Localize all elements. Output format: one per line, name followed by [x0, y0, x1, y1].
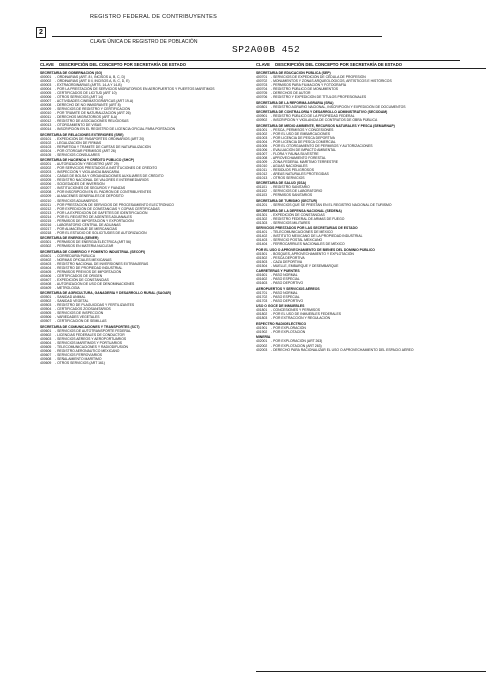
concept-description: - POR LICENCIA DE PESCA COMERCIAL — [271, 139, 336, 144]
concept-description: - POR EXPLOTACIÓN — [271, 329, 306, 334]
concept-row — [256, 221, 486, 225]
concept-row — [256, 95, 486, 99]
concept-description: - EXTRAORDINARIAS (ARTS. 14-A Y 14-B) — [55, 83, 122, 88]
concept-code: 400504 — [40, 307, 52, 312]
concept-row — [40, 127, 270, 131]
section-title: SECRETARÍA DE LA DEFENSA NACIONAL (SEDENA) — [256, 208, 342, 213]
concept-row — [256, 316, 486, 320]
concept-description: - SANIDAD VEGETAL — [55, 299, 89, 304]
concept-code: 400507 — [40, 319, 52, 324]
rfc-field-line — [52, 36, 382, 37]
concept-code: 400217 — [40, 226, 52, 231]
concept-code: 400003 — [40, 83, 52, 88]
concept-code: 400401 — [40, 253, 52, 258]
concept-description: - SERVICIOS AÉREOS Y AEROPORTUARIOS — [55, 337, 127, 342]
concept-description: - PERMISOS DE IMPORTACIÓN Y EXPORTACIÓN — [55, 218, 134, 223]
concept-code: 400302 — [40, 244, 52, 249]
concept-code: 401005 — [256, 143, 268, 148]
concept-code: 400010 — [40, 111, 52, 116]
concept-code: 400601 — [40, 328, 52, 333]
section-title: SECRETARÍA DE COMERCIO Y FOMENTO INDUSTRIAL (SECOFI) — [40, 249, 146, 254]
concept-code: 400102 — [40, 140, 52, 145]
concept-row — [256, 281, 486, 285]
concept-description: - REGISTRO DE PLAGUICIDAS Y FERTILIZANTES — [55, 303, 135, 308]
concept-code: 400212 — [40, 206, 52, 211]
concept-description: - REGISTRO DE PROPIEDAD INDUSTRIAL — [55, 265, 123, 270]
concept-description: - EXPEDICIÓN DE PASAPORTES ORDINARIOS (ART 20) — [55, 136, 145, 141]
concept-code: 401002 — [256, 131, 268, 136]
concept-description: - CORREDURÍA PÚBLICA — [55, 253, 96, 258]
handwritten-code: SP2A00B 452 — [232, 44, 301, 55]
concept-description: - VARIEDADES VEGETALES — [55, 315, 100, 320]
concept-description: - POR EXPEDICIÓN DE CONSTANCIAS Y COPIAS CERTIFICADAS — [55, 206, 160, 211]
concept-description: - SERVICIOS FERROVIARIOS — [55, 353, 103, 358]
section-number-box: 2 — [36, 27, 46, 38]
section-title: SECRETARÍA DE MEDIO AMBIENTE, RECURSOS NATURALES Y PESCA (SEMARNAP) — [256, 123, 395, 128]
concept-description: - CERTIFICADOS DE LICITUD (ART 10) — [55, 91, 117, 96]
concept-code: 400704 — [256, 87, 268, 92]
concept-description: - AUTORIZACIÓN Y REGISTRO (ART 29) — [55, 162, 119, 167]
concept-code: 400902 — [256, 118, 268, 123]
concept-code: 400608 — [40, 357, 52, 362]
concept-row — [40, 244, 270, 248]
concept-code: 400203 — [40, 170, 52, 175]
concept-description: - CERTIFICADOS ZOOSANITARIOS — [55, 307, 111, 312]
concept-description: - SANIDAD ANIMAL — [55, 295, 86, 300]
concept-code: 400705 — [256, 91, 268, 96]
concept-description: - NORMAS OFICIALES MEXICANAS — [55, 257, 112, 262]
section-title: SECRETARÍA DE AGRICULTURA, GANADERÍA Y DESARROLLO RURAL (SAGAR) — [40, 291, 171, 296]
concept-row — [256, 176, 486, 180]
concept-code: 401303 — [256, 220, 268, 225]
concept-code: 401201 — [256, 203, 268, 207]
concept-description: - ACTIVIDADES CINEMATOGRÁFICAS (ART 19-A) — [55, 99, 134, 104]
concept-code: 400101 — [40, 136, 52, 141]
concept-description: - MUELLE, EMBARQUE Y DESEMBARQUE — [271, 263, 339, 268]
concept-description: - SERVICIOS MILITARES — [271, 220, 311, 225]
concept-code: 401503 — [256, 259, 268, 264]
concept-description: - INSCRIPCIÓN Y VIGILANCIA DE CONTRATOS DE OBRA PÚBLICA — [271, 118, 378, 123]
concept-description: - SERVICIOS MARÍTIMOS Y PORTUARIOS — [55, 341, 123, 346]
concept-code: 401803 — [256, 316, 268, 321]
concept-code: 400405 — [40, 269, 52, 274]
concept-description: - SERVICIOS DE LABORATORIO — [271, 189, 323, 194]
concept-code: 401701 — [256, 290, 268, 295]
concept-description: - REGISTRO AGRARIO NACIONAL, INSCRIPCIÓN Y EXPEDICIÓN DE DOCUMENTOS — [271, 104, 406, 109]
concept-code: 400701 — [256, 75, 268, 80]
concept-description: - PERMISOS DE ENERGÍA ELÉCTRICA (ART 56) — [55, 240, 131, 245]
concept-description: - DERECHOS MIGRATORIOS (ART 8-A) — [55, 115, 118, 120]
section-title: ESPECTRO RADIOELÉCTRICO — [256, 321, 307, 326]
concept-code: 401902 — [256, 329, 268, 334]
concept-row — [256, 193, 486, 197]
concept-description: - POR EL USO DE EMBARCACIONES — [271, 131, 331, 136]
concept-code: 401403 — [256, 238, 268, 243]
concept-description: - OTROS SERVICIOS — [271, 175, 305, 180]
concept-description: - POR EL USO DE INMUEBLES FEDERALES — [271, 312, 341, 317]
left-column-header — [40, 63, 270, 69]
concept-description: - LEGALIZACIÓN DE FIRMAS — [55, 140, 102, 145]
concept-code: 400609 — [40, 361, 52, 366]
concept-description: - PESCA DEPORTIVA — [271, 255, 305, 260]
concept-code: 402001 — [256, 339, 268, 344]
concept-description: - AUTORIZACIÓN DE USO DE DENOMINACIONES — [55, 281, 135, 286]
concept-row — [256, 118, 486, 122]
concept-description: - REGISTRO NACIONAL DE VALORES E INTERMEDIARIOS — [55, 178, 149, 183]
concept-description: - PESCA, PERMISOS Y CONCESIONES — [271, 127, 334, 132]
concept-description: - ALMACENES GENERALES DE DEPÓSITO — [55, 194, 124, 199]
concept-code: 401602 — [256, 277, 268, 282]
concept-code: 401011 — [256, 167, 268, 172]
concept-code: 401102 — [256, 189, 268, 194]
left-column — [40, 63, 270, 365]
concept-code: 400607 — [40, 353, 52, 358]
concept-description: - AGUAS NACIONALES — [271, 163, 308, 168]
concept-description: - EXPEDICIÓN DE CONSTANCIAS — [271, 212, 325, 217]
concept-code: 400706 — [256, 95, 268, 100]
concept-code: 401001 — [256, 127, 268, 132]
concept-row — [256, 348, 486, 352]
concept-description: - POR OTORGAR PERMISOS (ART 26) — [55, 148, 116, 153]
concept-code: 401801 — [256, 308, 268, 313]
concept-description: - CASAS DE BOLSA Y ORGANIZACIONES AUXILIARES DE CRÉDITO — [55, 174, 164, 179]
curp-label: CLAVE ÚNICA DE REGISTRO DE POBLACIÓN — [90, 39, 198, 45]
right-column — [256, 63, 486, 352]
concept-description: - RESIDUOS PELIGROSOS — [271, 167, 314, 172]
concept-code: 401802 — [256, 312, 268, 317]
concept-code: 400007 — [40, 99, 52, 104]
concept-code: 400104 — [40, 148, 52, 153]
concept-code: 401603 — [256, 281, 268, 286]
concept-description: - SEÑALAMIENTO MARÍTIMO — [55, 357, 102, 362]
concept-description: - PERMISOS EN MATERIA NUCLEAR — [55, 244, 114, 249]
concept-code: 400208 — [40, 190, 52, 195]
concept-description: - LICENCIAS FEDERALES DE CONDUCTOR — [55, 333, 125, 337]
concept-code: 400202 — [40, 166, 52, 171]
concept-code: 401901 — [256, 325, 268, 330]
concept-description: - POR EXPLORACIÓN — [271, 325, 306, 330]
section-title: POR EL USO O APROVECHAMIENTO DE BIENES DEL DOMINIO PÚBLICO — [256, 247, 375, 252]
section-title: MINERÍA — [256, 335, 271, 340]
concept-code: 400501 — [40, 295, 52, 300]
right-column-header — [256, 63, 486, 69]
concept-code: 400218 — [40, 230, 52, 235]
concept-description: - APROVECHAMIENTO FORESTAL — [271, 155, 326, 160]
concept-description: - REGISTRO PÚBLICO DE LA PROPIEDAD FEDERAL — [271, 114, 355, 119]
section-title: SECRETARÍA DE TURISMO (SECTUR) — [256, 198, 318, 203]
concept-description: - INSPECCIÓN Y VIGILANCIA BANCARIA — [55, 170, 120, 175]
concept-description: - FLORA Y FAUNA SILVESTRE — [271, 151, 319, 156]
concept-code: 400103 — [40, 144, 52, 149]
concept-description: - ORDINARIAS (ART 8 II, INCISOS A, B, C, D, E) — [55, 79, 130, 84]
concept-code: 400801 — [256, 104, 268, 109]
concept-description: - PERMISOS PREVIOS DE IMPORTACIÓN — [55, 269, 122, 274]
concept-code: 400011 — [40, 115, 52, 120]
section-title: USO O GOCE DE INMUEBLES — [256, 304, 305, 309]
concept-description: - ÁREAS NATURALES PROTEGIDAS — [271, 171, 329, 176]
concept-description: - SERVICIOS QUE SE PRESTAN EN EL REGISTRO NACIONAL DE TURISMO — [271, 203, 392, 207]
concept-description: - OTROS SERVICIOS (ART 161) — [55, 361, 105, 366]
concept-description: - INSTITUTO MEXICANO DE LA PROPIEDAD INDUSTRIAL — [271, 234, 363, 239]
concept-code: 400404 — [40, 265, 52, 270]
section-title: CARRETERAS Y PUENTES — [256, 269, 300, 274]
concept-code: 400005 — [40, 91, 52, 96]
concept-description: - POR SERVICIOS PRESTADOS A INSTITUCIONES DE CRÉDITO — [55, 166, 158, 171]
concept-code: 400009 — [40, 107, 52, 112]
concept-row — [256, 105, 486, 109]
concept-description: - SERVICIOS CONSULARES — [55, 152, 100, 157]
concept-code: 401004 — [256, 139, 268, 144]
concept-description: - EXPEDICIÓN DE CONSTANCIAS — [55, 277, 109, 282]
concept-row — [256, 264, 486, 268]
concept-description: - ZONA FEDERAL MARÍTIMO TERRESTRE — [271, 159, 339, 164]
concept-code: 400604 — [40, 341, 52, 346]
concept-description: - PASO NORMAL — [271, 273, 298, 278]
concept-description: - SOCIEDADES DE INVERSIÓN — [55, 182, 105, 187]
concept-description: - POR EXPLORACIÓN (ART 263) — [271, 339, 323, 344]
concept-code: 400216 — [40, 222, 52, 227]
concept-code: 400210 — [40, 198, 52, 203]
concept-code: 401013 — [256, 175, 268, 180]
concept-code: 402002 — [256, 343, 268, 348]
concept-description: - POR EL OTORGAMIENTO DE PERMISOS Y AUTORIZACIONES — [271, 143, 373, 148]
concept-description: - SERVICIOS DE INSPECCIÓN — [55, 311, 104, 316]
concept-description: - MONUMENTOS Y ZONAS ARQUEOLÓGICOS, ARTÍSTICOS E HISTÓRICOS — [271, 79, 392, 84]
concept-code: 401010 — [256, 163, 268, 168]
concept-description: - SERVICIOS DE EXPEDICIÓN DE CÉDULA DE PROFESIÓN — [271, 75, 366, 80]
concept-code: 400402 — [40, 257, 52, 262]
concept-code: 400006 — [40, 95, 52, 100]
section-title: AEROPUERTOS Y SERVICIOS AÉREOS — [256, 286, 320, 291]
concept-description: - EVALUACIÓN DE IMPACTO AMBIENTAL — [271, 147, 337, 152]
concept-code: 401103 — [256, 193, 268, 198]
concept-code: 401006 — [256, 147, 268, 152]
concept-description: - POR LA PRESTACIÓN DE SERVICIOS MIGRATORIOS EN AEROPUERTOS Y PUERTOS MARÍTIMOS — [55, 87, 215, 92]
concept-code: 400014 — [40, 127, 52, 132]
concept-row — [256, 242, 486, 246]
concept-description: - INSCRIPCIÓN EN EL REGISTRO DE LICENCIA OFICIAL PARA PORTACIÓN — [55, 127, 176, 132]
concept-code: 401301 — [256, 212, 268, 217]
concept-description: - PASO NORMAL — [271, 290, 298, 295]
concept-row — [40, 361, 270, 365]
concept-description: - PASO ESPECIAL — [271, 294, 300, 299]
concept-description: - REGISTRO FEDERAL DE ARMAS DE FUEGO — [271, 216, 345, 221]
concept-description: - CAZA DEPORTIVA — [271, 259, 303, 264]
concept-code: 400506 — [40, 315, 52, 320]
concept-description: - PASO DEPORTIVO — [271, 281, 304, 286]
concept-description: - REPARTIDA Y TRÁMITE DE CARTAS DE NATURALIZACIÓN — [55, 144, 151, 149]
concept-row — [256, 203, 486, 207]
concept-code: 400201 — [40, 162, 52, 167]
concept-code: 400215 — [40, 218, 52, 223]
concept-description: - SERVICIOS DE AUTOTRANSPORTE FEDERAL — [55, 328, 131, 333]
concept-description: - POR LA EXPEDICIÓN DE GAFETES DE IDENTIFICACIÓN — [55, 210, 148, 215]
concept-description: - DERECHO DE NO INMIGRANTE (ART 8) — [55, 103, 121, 108]
concept-description: - POR ALMACENAJE DE MERCANCÍAS — [55, 226, 117, 231]
concept-description: - SERVICIOS ADUANEROS — [55, 198, 98, 203]
concept-code: 400702 — [256, 79, 268, 84]
concept-code: 401007 — [256, 151, 268, 156]
concept-code: 401401 — [256, 230, 268, 235]
concept-code: 400211 — [40, 202, 52, 207]
section-title: SECRETARÍA DE SALUD (SSA) — [256, 181, 307, 186]
concept-code: 400301 — [40, 240, 52, 245]
concept-description: - INSTITUCIONES DE SEGUROS Y FIANZAS — [55, 186, 126, 191]
concept-description: - SERVICIOS DE REGISTRO Y CERTIFICACIÓN — [55, 107, 131, 112]
concept-code: 401402 — [256, 234, 268, 239]
concept-description: - DERECHOS DE AUTOR — [271, 91, 311, 96]
concept-code: 401702 — [256, 294, 268, 299]
section-title: SECRETARÍA DE CONTRALORÍA Y DESARROLLO ADMINISTRATIVO (SECODAM) — [256, 110, 388, 115]
concept-description: - POR EXPLOTACIÓN (ART 263) — [271, 343, 322, 348]
concept-code: 400002 — [40, 79, 52, 84]
section-title: SECRETARÍA DE HACIENDA Y CRÉDITO PÚBLICO (SHCP) — [40, 158, 135, 163]
concept-description: - REGISTRO SANITARIO — [271, 185, 310, 190]
concept-code: 400606 — [40, 349, 52, 354]
concept-code: 400406 — [40, 273, 52, 278]
concept-code: 400213 — [40, 210, 52, 215]
concept-code: 400403 — [40, 261, 52, 266]
clave-header: CLAVE — [256, 62, 270, 67]
concept-code: 400502 — [40, 299, 52, 304]
concept-code: 401502 — [256, 255, 268, 260]
section-title: SECRETARÍA DE RELACIONES EXTERIORES (SRE) — [40, 132, 124, 137]
concept-description: - METROLOGÍA — [55, 285, 80, 290]
concept-code: 400206 — [40, 182, 52, 187]
concept-description: - REGISTRO NACIONAL DE INVERSIONES EXTRANJERAS — [55, 261, 149, 266]
concept-row — [40, 286, 270, 290]
section-title: SECRETARÍA DE GOBERNACIÓN (SG) — [40, 71, 103, 76]
concept-description: - POR EXTRACCIÓN Y REGULACIÓN — [271, 316, 331, 321]
concept-description: - FERROCARRILES NACIONALES DE MÉXICO — [271, 242, 345, 247]
concept-code: 400602 — [40, 333, 52, 337]
concept-description: - OTORGAMIENTO DE VISAS — [55, 123, 102, 128]
concept-code: 400004 — [40, 87, 52, 92]
concept-code: 400409 — [40, 285, 52, 290]
concept-code: 400603 — [40, 337, 52, 342]
concept-code: 401504 — [256, 263, 268, 268]
concept-description: - CERTIFICADOS DE ORIGEN — [55, 273, 103, 278]
description-header: DESCRIPCIÓN DEL CONCEPTO POR SECRETARÍA DE ESTADO — [275, 62, 402, 67]
concept-code: 400901 — [256, 114, 268, 119]
concept-description: - SERVICIO POSTAL MEXICANO — [271, 238, 323, 243]
section-title: SERVICIOS PRESTADOS POR LAS SECRETARÍAS DE ESTADO — [256, 226, 358, 231]
concept-description: - REGISTRO PÚBLICO DE MONUMENTOS — [271, 87, 339, 92]
concept-description: - REGISTRO Y EXPEDICIÓN DE TÍTULOS PROFESIONALES — [271, 95, 367, 100]
section-title: SECRETARÍA DE LA REFORMA AGRARIA (SRA) — [256, 100, 334, 105]
concept-description: - POR EL REGISTRO DE AGENTES ADUANALES — [55, 214, 132, 219]
concept-code: 401601 — [256, 273, 268, 278]
concept-code: 401501 — [256, 251, 268, 256]
concept-code: 401302 — [256, 216, 268, 221]
concept-code: 400204 — [40, 174, 52, 179]
concept-code: 400503 — [40, 303, 52, 308]
concept-code: 400703 — [256, 83, 268, 88]
concept-code: 400605 — [40, 345, 52, 350]
concept-description: - ORDINARIAS (ART. 8 I, INCISOS A, B, C, D) — [55, 75, 126, 80]
section-title: SECRETARÍA DE COMUNICACIONES Y TRANSPORTES (SCT) — [40, 324, 140, 329]
concept-code: 400013 — [40, 123, 52, 128]
concept-code: 401101 — [256, 185, 268, 190]
right-concepts-list — [256, 71, 486, 352]
concept-code: 400012 — [40, 119, 52, 124]
concept-code: 400205 — [40, 178, 52, 183]
concept-description: - PERMISOS SANITARIOS — [271, 193, 313, 198]
concept-description: - OTROS SERVICIOS (ART 14) — [55, 95, 104, 100]
concept-code: 400001 — [40, 75, 52, 80]
concept-code: 401012 — [256, 171, 268, 176]
concept-description: - POR EL ESTUDIO DE SOLICITUDES DE AUTORIZACIÓN — [55, 230, 147, 235]
concept-code: 401009 — [256, 159, 268, 164]
clave-header: CLAVE — [40, 62, 54, 67]
concept-code: 400105 — [40, 152, 52, 157]
concept-row — [256, 330, 486, 334]
concept-description: - POR LICENCIA DE PESCA DEPORTIVA — [271, 135, 335, 140]
concept-description: - POR TRÁMITE DE NATURALIZACIÓN (ART 26) — [55, 111, 131, 116]
concept-row — [40, 153, 270, 157]
concept-code: 400407 — [40, 277, 52, 282]
concept-description: - TELECOMUNICACIONES DE MÉXICO — [271, 230, 333, 235]
rfc-label: REGISTRO FEDERAL DE CONTRIBUYENTES — [90, 14, 218, 20]
concept-code: 400008 — [40, 103, 52, 108]
concept-code: 401404 — [256, 242, 268, 247]
concept-description: - BOSQUES, APROVECHAMIENTO Y EXPLOTACIÓN — [271, 251, 354, 256]
concept-description: - REGISTRO DE ASOCIACIONES RELIGIOSAS — [55, 119, 129, 124]
description-header: DESCRIPCIÓN DEL CONCEPTO POR SECRETARÍA DE ESTADO — [59, 62, 186, 67]
concept-row — [40, 231, 270, 235]
concept-description: - PASO ESPECIAL — [271, 277, 300, 282]
concept-description: - POR INSCRIPCIÓN EN EL PADRÓN DE CONTRIBUYENTES — [55, 190, 152, 195]
concept-code: 400209 — [40, 194, 52, 199]
concept-description: - PASO DEPORTIVO — [271, 298, 304, 303]
concept-description: - CONCESIONES Y PERMISOS — [271, 308, 321, 313]
code-field-line — [40, 60, 460, 61]
bottom-rule — [256, 671, 486, 672]
concept-code: 401703 — [256, 298, 268, 303]
concept-description: - CERTIFICACIÓN DE SEMILLAS — [55, 319, 107, 324]
section-title: SECRETARÍA DE ENERGÍA (SENER) — [40, 236, 99, 241]
concept-code: 400505 — [40, 311, 52, 316]
concept-code: 400408 — [40, 281, 52, 286]
concept-code: 400214 — [40, 214, 52, 219]
concept-code: 402003 — [256, 347, 268, 352]
concept-code: 400207 — [40, 186, 52, 191]
concept-description: - POR PRESTACIÓN DE SERVICIOS DE PROCESAMIENTO ELECTRÓNICO — [55, 202, 174, 207]
concept-code: 401003 — [256, 135, 268, 140]
concept-description: - TELECOMUNICACIONES Y RADIODIFUSIÓN — [55, 345, 128, 350]
section-title: SECRETARÍA DE EDUCACIÓN PÚBLICA (SEP) — [256, 71, 331, 76]
concept-row — [40, 319, 270, 323]
concept-description: - REGISTRO AERONÁUTICO MEXICANO — [55, 349, 120, 354]
concept-description: - DERECHO PARA RACIONALIZAR EL USO O APROVECHAMIENTO DEL ESPACIO AÉREO — [271, 347, 414, 352]
concept-code: 401008 — [256, 155, 268, 160]
concept-description: - PERMISOS PARA FILMACIÓN Y FOTOGRAFÍA — [271, 83, 347, 88]
concept-description: - LABORATORIO CENTRAL DE ADUANAS — [55, 222, 121, 227]
left-concepts-list — [40, 71, 270, 365]
concept-row — [256, 299, 486, 303]
